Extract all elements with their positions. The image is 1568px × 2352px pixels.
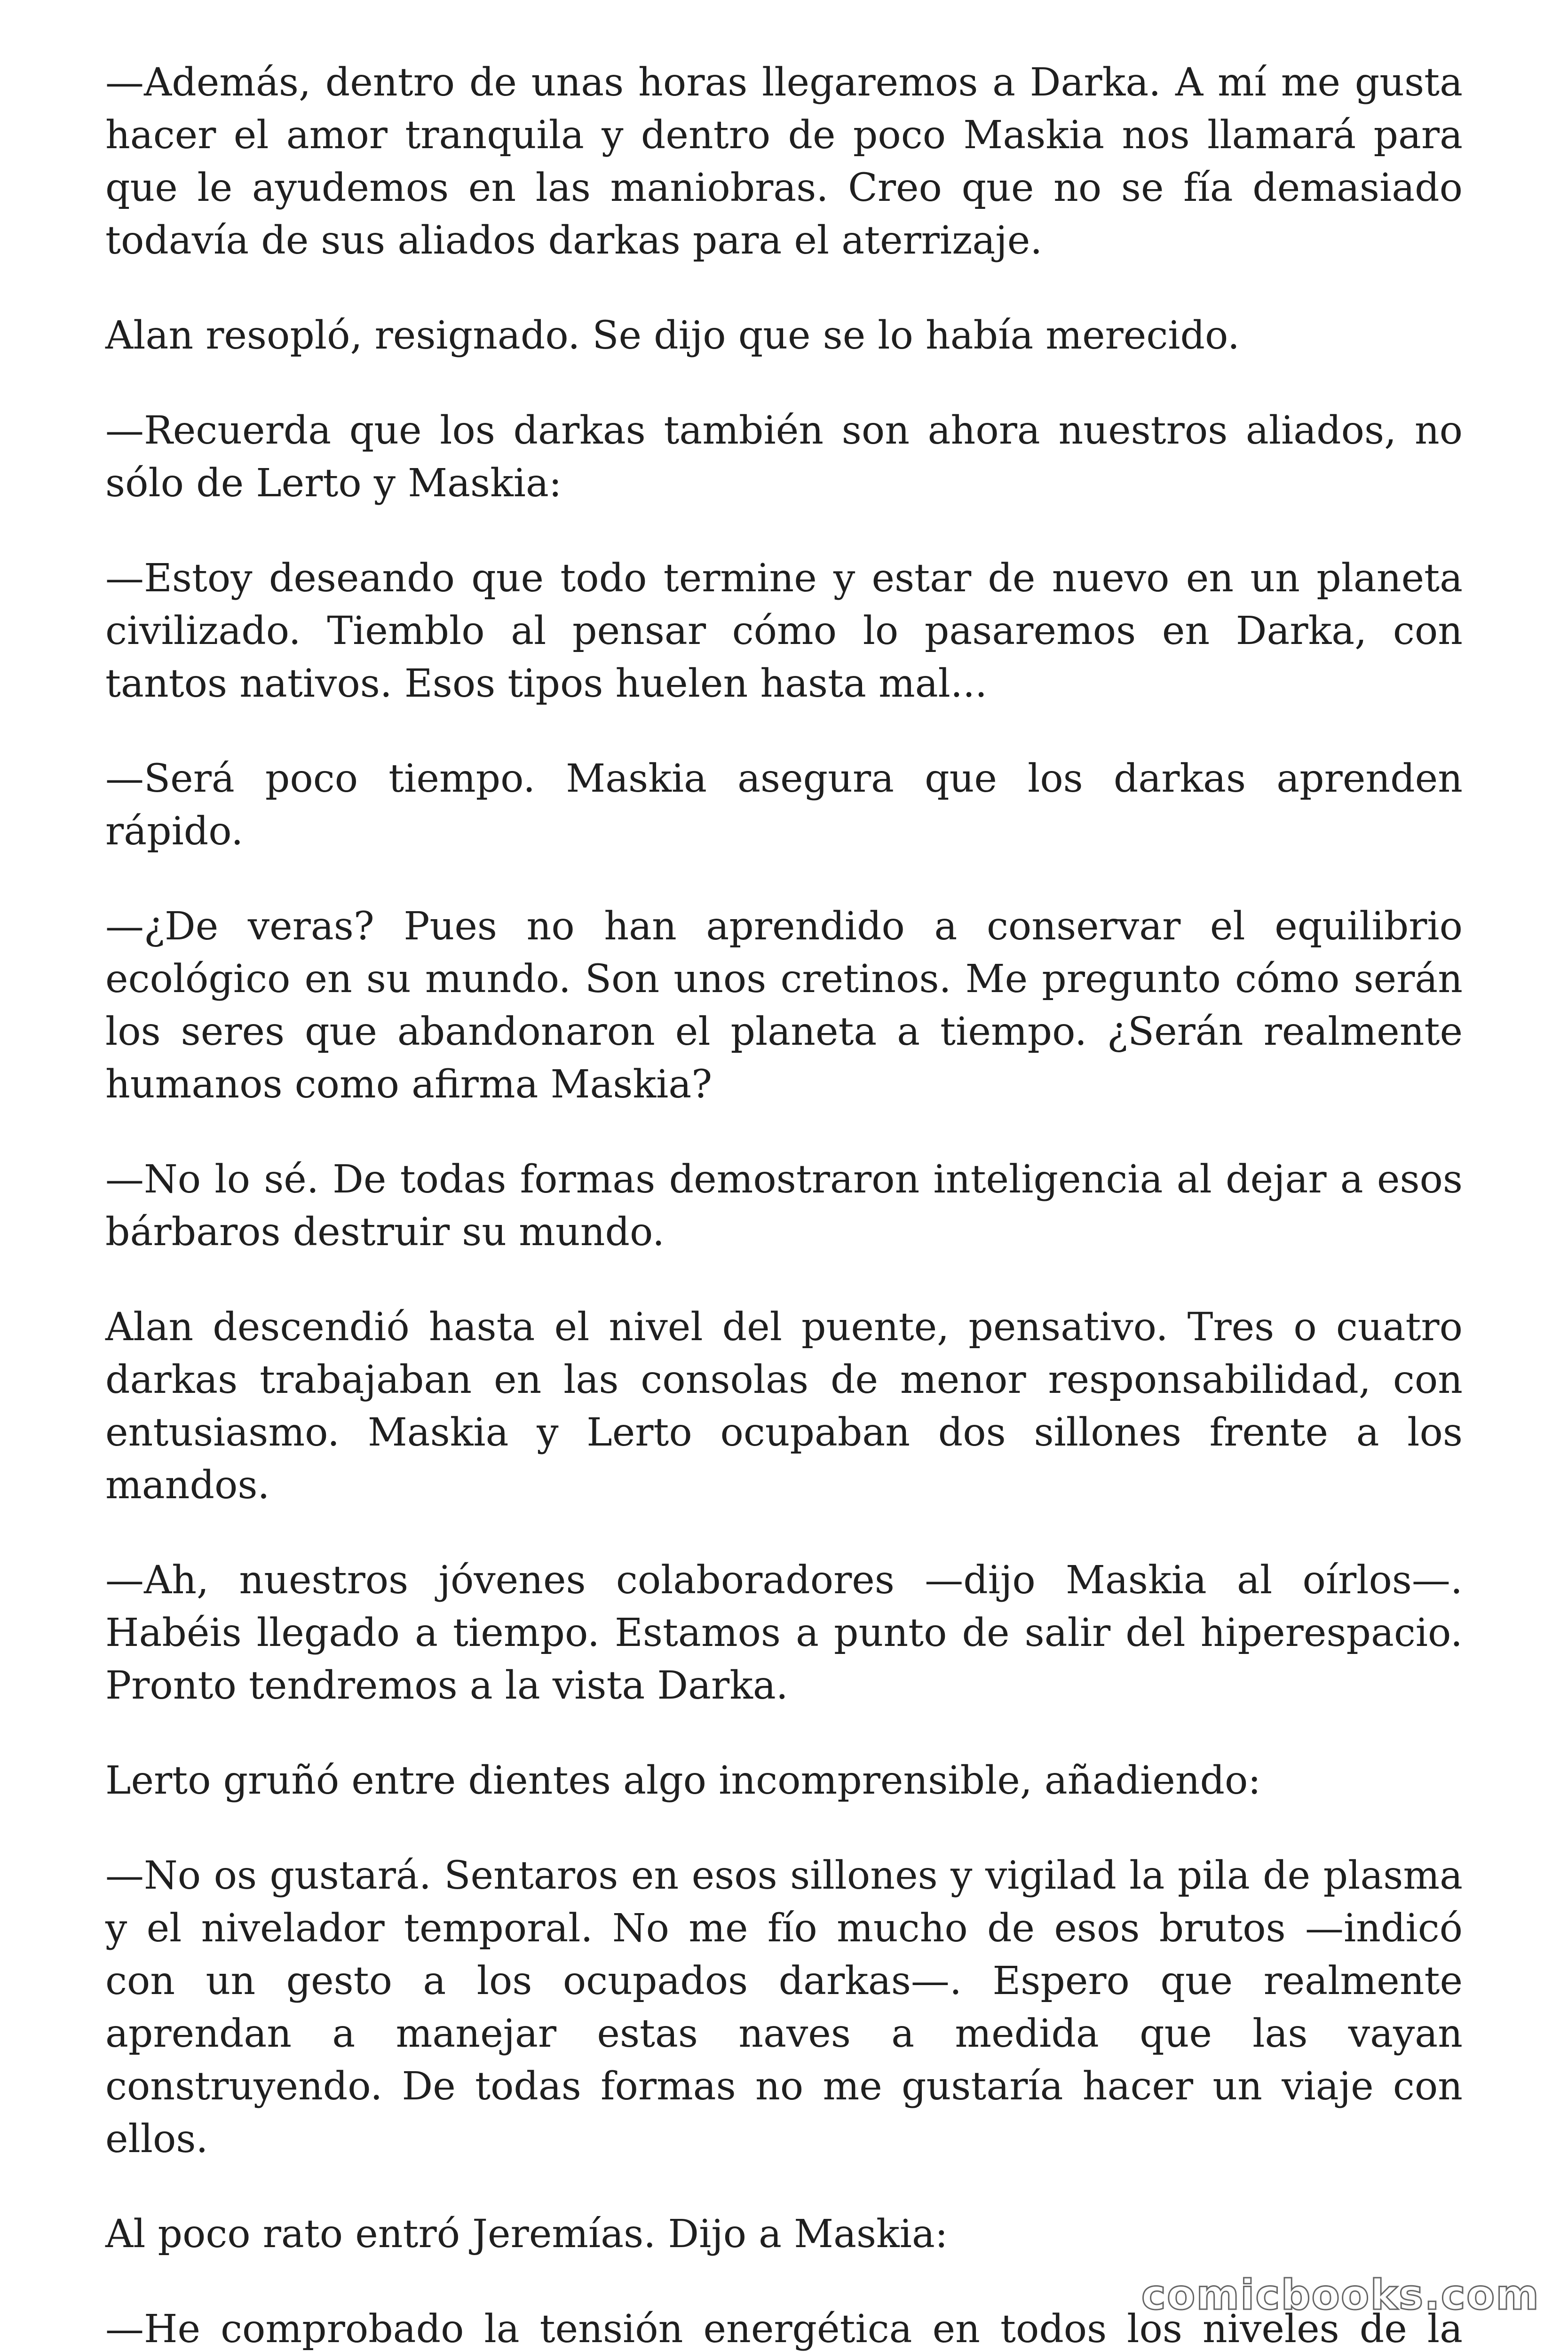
paragraph: —He comprobado la tensión energética en todos los niveles de la (105, 2307, 1463, 2352)
paragraph: —Recuerda que los darkas también son ahora nuestros aliados, no sólo de Lerto y Maskia: (105, 408, 1463, 506)
paragraph: —No lo sé. De todas formas demostraron inteligencia al dejar a esos bárbaros destruir su mundo. (105, 1157, 1463, 1255)
document-page (105, 56, 1463, 2352)
paragraph: —Estoy deseando que todo termine y estar de nuevo en un planeta civilizado. Tiemblo al pensar cómo lo pasaremos en Darka, con tantos nativos. Esos tipos huelen hasta mal... (105, 556, 1463, 706)
paragraph: —¿De veras? Pues no han aprendido a conservar el equilibrio ecológico en su mundo. Son unos cretinos. Me pregunto cómo serán los seres que abandonaron el planeta a tiempo. ¿Serán realmente humanos como afirma Maskia? (105, 904, 1463, 1107)
paragraph: Alan resopló, resignado. Se dijo que se lo había merecido. (105, 313, 1240, 358)
paragraph: Lerto gruñó entre dientes algo incomprensible, añadiendo: (105, 1758, 1261, 1803)
paragraph: —Además, dentro de unas horas llegaremos a Darka. A mí me gusta hacer el amor tranquila y dentro de poco Maskia nos llamará para que le ayudemos en las maniobras. Creo que no se fía demasiado todavía de sus aliados darkas para el aterrizaje. (105, 60, 1463, 263)
paragraph: —Ah, nuestros jóvenes colaboradores —dijo Maskia al oírlos—. Habéis llegado a tiempo. Estamos a punto de salir del hiperespacio. Pronto tendremos a la vista Darka. (105, 1558, 1463, 1708)
watermark: comicbooks.com (1141, 2271, 1540, 2319)
paragraph: —No os gustará. Sentaros en esos sillones y vigilad la pila de plasma y el nivelador temporal. No me fío mucho de esos brutos —indicó con un gesto a los ocupados darkas—. Espero que realmente aprendan a manejar estas naves a medida que las vayan construyendo. De todas formas no me gustaría hacer un viaje con ellos. (105, 1853, 1463, 2161)
paragraph: —Será poco tiempo. Maskia asegura que los darkas aprenden rápido. (105, 756, 1463, 854)
paragraph: Al poco rato entró Jeremías. Dijo a Maskia: (105, 2212, 948, 2257)
paragraph: Alan descendió hasta el nivel del puente, pensativo. Tres o cuatro darkas trabajaban en las consolas de menor responsabilidad, con entusiasmo. Maskia y Lerto ocupaban dos sillones frente a los mandos. (105, 1305, 1463, 1508)
